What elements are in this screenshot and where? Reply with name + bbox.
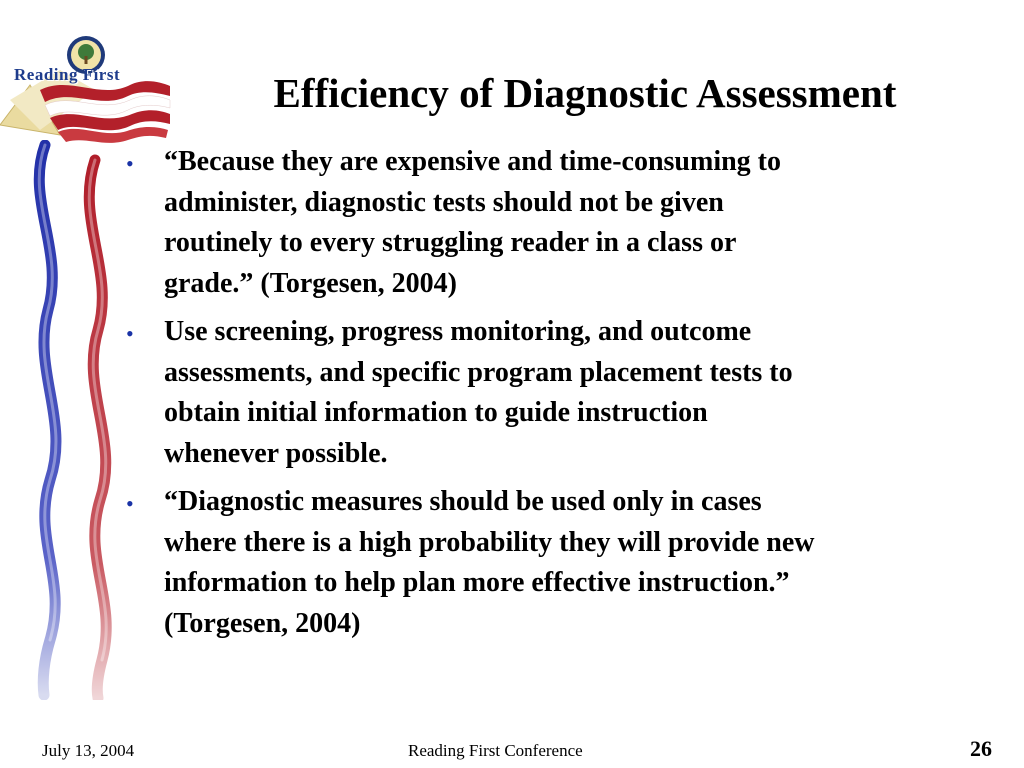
- footer-date: July 13, 2004: [42, 741, 135, 760]
- bullet-icon: •: [126, 151, 134, 176]
- bullet-icon: •: [126, 321, 134, 346]
- page-number: 26: [970, 736, 992, 761]
- bullet-item: [122, 482, 972, 644]
- bullet-list: [122, 142, 972, 652]
- flag-logo-icon: [0, 30, 175, 145]
- reading-first-logo: [0, 30, 175, 145]
- ribbon-decoration: [20, 140, 130, 700]
- ribbons-icon: [20, 140, 130, 700]
- logo-text: Reading First: [14, 65, 121, 84]
- bullet-item: [122, 142, 972, 304]
- slide-title: Efficiency of Diagnostic Assessment: [273, 70, 897, 116]
- bullet-icon: •: [126, 491, 134, 516]
- bullet-text: “Because they are expensive and time-consuming to administer, diagnostic tests should not be given routinely to every struggling reader in a class or grade.” (Torgesen, 2004): [164, 146, 781, 299]
- bullet-item: [122, 312, 972, 474]
- bullet-text: Use screening, progress monitoring, and outcome assessments, and specific program placement tests to obtain initial information to guide instruction whenever possible.: [164, 316, 793, 469]
- footer-conference: Reading First Conference: [408, 741, 583, 760]
- bullet-text: “Diagnostic measures should be used only in cases where there is a high probability they will provide new information to help plan more effective instruction.” (Torgesen, 2004): [164, 486, 815, 639]
